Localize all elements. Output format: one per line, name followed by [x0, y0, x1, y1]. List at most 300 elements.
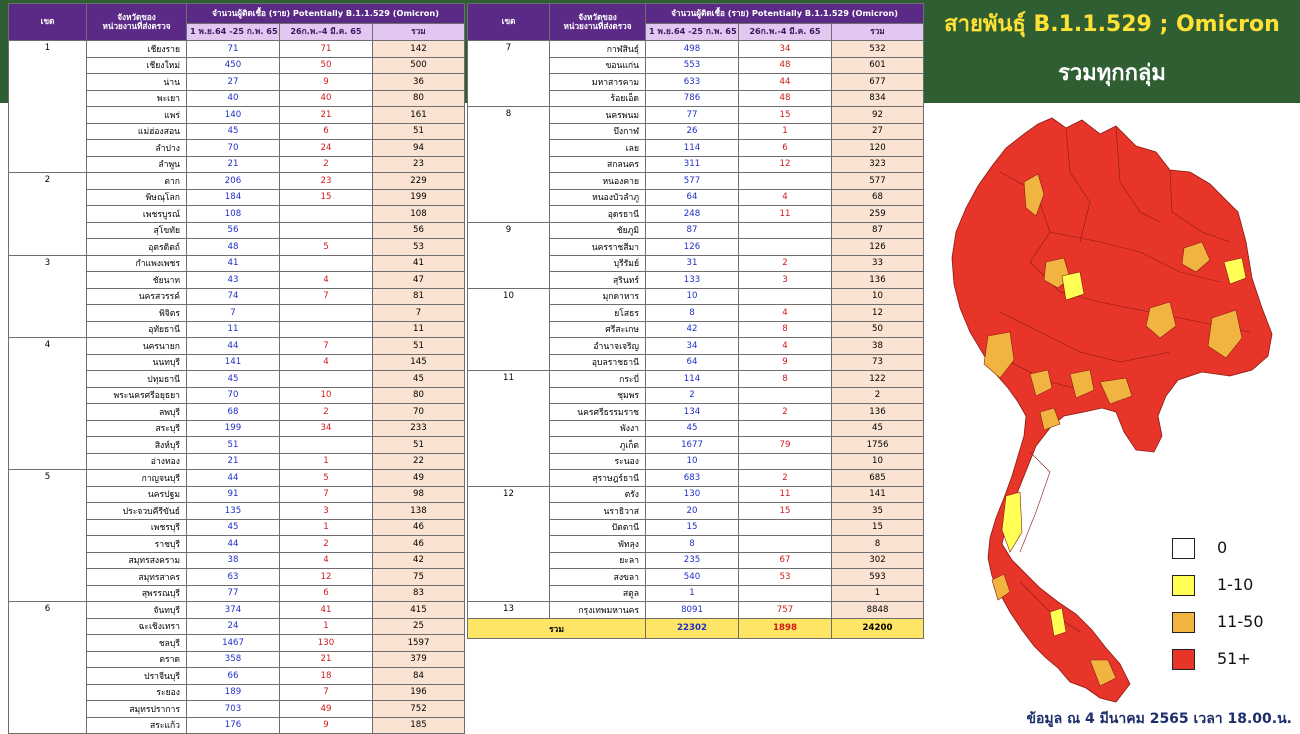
total-cell: 415: [373, 602, 465, 619]
period2-cell: 7: [280, 288, 373, 305]
period1-cell: 21: [187, 156, 280, 173]
total-cell: 22: [373, 453, 465, 470]
province-cell: เลย: [550, 140, 646, 157]
period1-cell: 63: [187, 569, 280, 586]
total-cell: 42: [373, 552, 465, 569]
total-cell: 142: [373, 41, 465, 58]
total-cell: 161: [373, 107, 465, 124]
infected-header: จำนวนผู้ติดเชื้อ (ราย) Potentially B.1.1.529 (Omicron): [187, 4, 465, 24]
province-cell: นครพนม: [550, 107, 646, 124]
period1-cell: 2: [646, 387, 739, 404]
total-cell: 25: [373, 618, 465, 635]
province-cell: ชัยภูมิ: [550, 222, 646, 239]
period1-cell: 176: [187, 717, 280, 734]
legend-item: [1172, 536, 1282, 573]
province-cell: ราชบุรี: [87, 536, 187, 553]
table-row: [468, 602, 924, 619]
period1-cell: 540: [646, 569, 739, 586]
province-cell: พะเยา: [87, 90, 187, 107]
total-cell: 98: [373, 486, 465, 503]
period1-cell: 235: [646, 552, 739, 569]
table-row: [468, 486, 924, 503]
province-cell: พิษณุโลก: [87, 189, 187, 206]
grand-total-value: 24200: [832, 618, 924, 638]
province-cell: ตราด: [87, 651, 187, 668]
province-cell: ยโสธร: [550, 305, 646, 322]
table-row: [468, 107, 924, 124]
period1-cell: 87: [646, 222, 739, 239]
table-row: [9, 470, 465, 487]
period2-cell: 24: [280, 140, 373, 157]
period1-cell: 184: [187, 189, 280, 206]
province-cell: ปัตตานี: [550, 519, 646, 536]
period2-cell: 5: [280, 239, 373, 256]
province-cell: พัทลุง: [550, 536, 646, 553]
total-cell: 601: [832, 57, 924, 74]
period2-cell: [739, 173, 832, 190]
total-cell: 379: [373, 651, 465, 668]
period2-cell: 50: [280, 57, 373, 74]
period1-cell: 48: [187, 239, 280, 256]
total-cell: 108: [373, 206, 465, 223]
legend-item: [1172, 610, 1282, 647]
period1-cell: 311: [646, 156, 739, 173]
province-cell: อ่างทอง: [87, 453, 187, 470]
province-cell: สุรินทร์: [550, 272, 646, 289]
period2-cell: [280, 321, 373, 338]
province-cell: เพชรบุรี: [87, 519, 187, 536]
legend-swatch: [1172, 612, 1195, 633]
page-subtitle: รวมทุกกลุ่ม: [1058, 61, 1166, 86]
period1-cell: 133: [646, 272, 739, 289]
period2-cell: 11: [739, 206, 832, 223]
period2-cell: 1: [280, 453, 373, 470]
total-cell: 7: [373, 305, 465, 322]
period1-cell: 56: [187, 222, 280, 239]
total-cell: 145: [373, 354, 465, 371]
total-cell: 126: [832, 239, 924, 256]
zone-cell: 5: [9, 470, 87, 602]
period2-cell: 9: [280, 74, 373, 91]
period2-cell: 2: [280, 156, 373, 173]
period2-cell: 2: [739, 470, 832, 487]
period2-cell: 2: [739, 255, 832, 272]
zone-header: เขต: [468, 4, 550, 41]
period2-cell: [739, 453, 832, 470]
period1-cell: 27: [187, 74, 280, 91]
province-cell: สุราษฎร์ธานี: [550, 470, 646, 487]
total-cell: 196: [373, 684, 465, 701]
period2-cell: 44: [739, 74, 832, 91]
period1-cell: 8: [646, 536, 739, 553]
legend-swatch: [1172, 538, 1195, 559]
province-cell: บุรีรัมย์: [550, 255, 646, 272]
period1-cell: 130: [646, 486, 739, 503]
period2-cell: 7: [280, 684, 373, 701]
total-cell: 49: [373, 470, 465, 487]
period2-cell: 48: [739, 57, 832, 74]
period1-cell: 141: [187, 354, 280, 371]
period1-cell: 199: [187, 420, 280, 437]
period2-cell: 8: [739, 321, 832, 338]
period2-cell: 9: [739, 354, 832, 371]
total-cell: 47: [373, 272, 465, 289]
total-cell: 141: [832, 486, 924, 503]
period1-cell: 10: [646, 453, 739, 470]
period1-cell: 108: [187, 206, 280, 223]
province-cell: นครราชสีมา: [550, 239, 646, 256]
omicron-table-left: [8, 3, 465, 734]
period1-cell: 683: [646, 470, 739, 487]
period2-cell: 34: [280, 420, 373, 437]
legend-swatch: [1172, 575, 1195, 596]
period1-cell: 51: [187, 437, 280, 454]
period2-cell: 12: [280, 569, 373, 586]
period1-cell: 189: [187, 684, 280, 701]
province-cell: ชุมพร: [550, 387, 646, 404]
table-row: [9, 602, 465, 619]
period1-cell: 64: [646, 189, 739, 206]
total-cell: 46: [373, 536, 465, 553]
province-cell: ภูเก็ต: [550, 437, 646, 454]
grand-total-period1: 22302: [646, 618, 739, 638]
legend-item: [1172, 573, 1282, 610]
period2-cell: 6: [280, 585, 373, 602]
period1-cell: 42: [646, 321, 739, 338]
total-cell: 323: [832, 156, 924, 173]
period2-cell: 2: [280, 404, 373, 421]
province-cell: ยะลา: [550, 552, 646, 569]
period1-cell: 66: [187, 668, 280, 685]
total-cell: 185: [373, 717, 465, 734]
province-cell: สุพรรณบุรี: [87, 585, 187, 602]
period2-cell: [739, 585, 832, 602]
total-cell: 80: [373, 90, 465, 107]
total-cell: 1756: [832, 437, 924, 454]
total-cell: 23: [373, 156, 465, 173]
period1-cell: 77: [187, 585, 280, 602]
period1-cell: 114: [646, 140, 739, 157]
period1-cell: 206: [187, 173, 280, 190]
province-cell: หนองคาย: [550, 173, 646, 190]
province-cell: ตรัง: [550, 486, 646, 503]
province-cell: ร้อยเอ็ด: [550, 90, 646, 107]
infected-header: จำนวนผู้ติดเชื้อ (ราย) Potentially B.1.1.529 (Omicron): [646, 4, 924, 24]
zone-cell: 4: [9, 338, 87, 470]
province-cell: ชลบุรี: [87, 635, 187, 652]
period2-cell: 4: [280, 552, 373, 569]
province-cell: ลพบุรี: [87, 404, 187, 421]
period2-cell: [739, 222, 832, 239]
period1-cell: 71: [187, 41, 280, 58]
period2-cell: 3: [280, 503, 373, 520]
province-cell: ฉะเชิงเทรา: [87, 618, 187, 635]
period2-cell: 757: [739, 602, 832, 619]
province-header: จังหวัดของ หน่วยงานที่ส่งตรวจ: [87, 4, 187, 41]
total-cell: 81: [373, 288, 465, 305]
period2-header: 26ก.พ.-4 มี.ค. 65: [280, 24, 373, 41]
period1-header: 1 พ.ย.64 -25 ก.พ. 65: [646, 24, 739, 41]
period1-cell: 10: [646, 288, 739, 305]
period2-cell: 48: [739, 90, 832, 107]
period2-cell: 4: [280, 354, 373, 371]
total-cell: 8: [832, 536, 924, 553]
province-cell: นนทบุรี: [87, 354, 187, 371]
total-cell: 51: [373, 437, 465, 454]
zone-cell: 8: [468, 107, 550, 223]
period2-cell: [280, 206, 373, 223]
period2-cell: [739, 536, 832, 553]
province-cell: หนองบัวลำภู: [550, 189, 646, 206]
province-cell: มหาสารคาม: [550, 74, 646, 91]
province-cell: ลำพูน: [87, 156, 187, 173]
period1-cell: 45: [187, 371, 280, 388]
province-cell: แพร่: [87, 107, 187, 124]
total-cell: 577: [832, 173, 924, 190]
province-cell: อุดรธานี: [550, 206, 646, 223]
grand-total-period2: 1898: [739, 618, 832, 638]
total-cell: 302: [832, 552, 924, 569]
period2-cell: 130: [280, 635, 373, 652]
total-cell: 8848: [832, 602, 924, 619]
province-cell: ขอนแก่น: [550, 57, 646, 74]
period2-cell: [280, 305, 373, 322]
province-cell: ปราจีนบุรี: [87, 668, 187, 685]
province-cell: น่าน: [87, 74, 187, 91]
period1-cell: 41: [187, 255, 280, 272]
period2-cell: 1: [280, 519, 373, 536]
period1-cell: 577: [646, 173, 739, 190]
total-cell: 51: [373, 338, 465, 355]
total-cell: 259: [832, 206, 924, 223]
period1-cell: 31: [646, 255, 739, 272]
period1-cell: 134: [646, 404, 739, 421]
period1-cell: 786: [646, 90, 739, 107]
total-header: รวม: [832, 24, 924, 41]
period1-cell: 20: [646, 503, 739, 520]
period2-cell: [280, 222, 373, 239]
zone-header: เขต: [9, 4, 87, 41]
table-row: [468, 41, 924, 58]
total-cell: 122: [832, 371, 924, 388]
total-cell: 199: [373, 189, 465, 206]
total-cell: 94: [373, 140, 465, 157]
province-cell: ลำปาง: [87, 140, 187, 157]
period2-cell: 7: [280, 338, 373, 355]
zone-cell: 9: [468, 222, 550, 288]
zone-cell: 7: [468, 41, 550, 107]
total-cell: 36: [373, 74, 465, 91]
province-cell: เชียงราย: [87, 41, 187, 58]
period1-cell: 44: [187, 338, 280, 355]
grand-total-label: รวม: [468, 618, 646, 638]
province-cell: ตาก: [87, 173, 187, 190]
total-cell: 75: [373, 569, 465, 586]
period2-cell: 71: [280, 41, 373, 58]
total-cell: 12: [832, 305, 924, 322]
period2-cell: 53: [739, 569, 832, 586]
period1-cell: 77: [646, 107, 739, 124]
zone-cell: 2: [9, 173, 87, 256]
period1-cell: 633: [646, 74, 739, 91]
period2-cell: [739, 387, 832, 404]
period1-cell: 68: [187, 404, 280, 421]
period1-cell: 21: [187, 453, 280, 470]
total-cell: 83: [373, 585, 465, 602]
period1-cell: 15: [646, 519, 739, 536]
total-cell: 51: [373, 123, 465, 140]
total-cell: 233: [373, 420, 465, 437]
table-row: [9, 41, 465, 58]
period2-cell: 67: [739, 552, 832, 569]
province-cell: นครศรีธรรมราช: [550, 404, 646, 421]
province-cell: สมุทรสงคราม: [87, 552, 187, 569]
province-cell: ระนอง: [550, 453, 646, 470]
total-cell: 87: [832, 222, 924, 239]
period2-cell: 34: [739, 41, 832, 58]
period2-cell: 2: [280, 536, 373, 553]
province-cell: นราธิวาส: [550, 503, 646, 520]
table-row: [9, 255, 465, 272]
period1-cell: 43: [187, 272, 280, 289]
period2-cell: 12: [739, 156, 832, 173]
province-cell: ชัยนาท: [87, 272, 187, 289]
total-cell: 56: [373, 222, 465, 239]
province-cell: สกลนคร: [550, 156, 646, 173]
total-cell: 229: [373, 173, 465, 190]
period2-cell: 4: [739, 338, 832, 355]
period2-cell: [280, 255, 373, 272]
period1-cell: 74: [187, 288, 280, 305]
province-cell: อุตรดิตถ์: [87, 239, 187, 256]
period1-cell: 26: [646, 123, 739, 140]
province-cell: กาฬสินธุ์: [550, 41, 646, 58]
period2-cell: [739, 239, 832, 256]
legend-item: [1172, 647, 1282, 684]
period2-cell: 15: [739, 107, 832, 124]
province-cell: นครนายก: [87, 338, 187, 355]
total-cell: 45: [832, 420, 924, 437]
period2-cell: 15: [739, 503, 832, 520]
province-cell: เพชรบูรณ์: [87, 206, 187, 223]
period1-cell: 11: [187, 321, 280, 338]
province-cell: มุกดาหาร: [550, 288, 646, 305]
period2-cell: 10: [280, 387, 373, 404]
period2-cell: 11: [739, 486, 832, 503]
legend-swatch: [1172, 649, 1195, 670]
omicron-table-right: [467, 3, 924, 639]
province-cell: บึงกาฬ: [550, 123, 646, 140]
period2-cell: 41: [280, 602, 373, 619]
table-row: [468, 371, 924, 388]
period1-cell: 44: [187, 470, 280, 487]
total-cell: 92: [832, 107, 924, 124]
province-cell: กำแพงเพชร: [87, 255, 187, 272]
total-cell: 53: [373, 239, 465, 256]
total-cell: 2: [832, 387, 924, 404]
province-cell: นครสวรรค์: [87, 288, 187, 305]
province-cell: อุทัยธานี: [87, 321, 187, 338]
period2-cell: [739, 519, 832, 536]
province-header: จังหวัดของ หน่วยงานที่ส่งตรวจ: [550, 4, 646, 41]
province-cell: พังงา: [550, 420, 646, 437]
period1-cell: 7: [187, 305, 280, 322]
total-cell: 136: [832, 404, 924, 421]
period2-cell: [739, 288, 832, 305]
period1-cell: 374: [187, 602, 280, 619]
period2-cell: 3: [739, 272, 832, 289]
period2-cell: 5: [280, 470, 373, 487]
province-cell: สมุทรสาคร: [87, 569, 187, 586]
period1-cell: 34: [646, 338, 739, 355]
period2-cell: [280, 371, 373, 388]
total-cell: 50: [832, 321, 924, 338]
total-cell: 84: [373, 668, 465, 685]
total-cell: 45: [373, 371, 465, 388]
period1-cell: 64: [646, 354, 739, 371]
province-cell: สระบุรี: [87, 420, 187, 437]
period1-cell: 70: [187, 140, 280, 157]
period2-cell: 4: [739, 189, 832, 206]
table-row: [9, 338, 465, 355]
period1-cell: 126: [646, 239, 739, 256]
total-header: รวม: [373, 24, 465, 41]
total-cell: 46: [373, 519, 465, 536]
zone-cell: 6: [9, 602, 87, 734]
total-cell: 138: [373, 503, 465, 520]
province-cell: สตูล: [550, 585, 646, 602]
period1-cell: 140: [187, 107, 280, 124]
total-cell: 38: [832, 338, 924, 355]
period2-cell: 6: [739, 140, 832, 157]
zone-cell: 1: [9, 41, 87, 173]
total-cell: 68: [832, 189, 924, 206]
province-cell: ศรีสะเกษ: [550, 321, 646, 338]
province-cell: แม่ฮ่องสอน: [87, 123, 187, 140]
data-timestamp: ข้อมูล ณ 4 มีนาคม 2565 เวลา 18.00.น.: [1026, 711, 1292, 727]
province-cell: พิจิตร: [87, 305, 187, 322]
period1-cell: 45: [187, 123, 280, 140]
period2-cell: 1: [739, 123, 832, 140]
period2-cell: 18: [280, 668, 373, 685]
period1-header: 1 พ.ย.64 -25 ก.พ. 65: [187, 24, 280, 41]
period2-cell: 40: [280, 90, 373, 107]
period2-cell: [739, 420, 832, 437]
period1-cell: 498: [646, 41, 739, 58]
period2-cell: [280, 437, 373, 454]
legend-label: 51+: [1217, 649, 1251, 668]
period1-cell: 40: [187, 90, 280, 107]
total-cell: 73: [832, 354, 924, 371]
province-cell: กรุงเทพมหานคร: [550, 602, 646, 619]
total-cell: 500: [373, 57, 465, 74]
period1-cell: 91: [187, 486, 280, 503]
period2-cell: 49: [280, 701, 373, 718]
period1-cell: 70: [187, 387, 280, 404]
period1-cell: 450: [187, 57, 280, 74]
period1-cell: 358: [187, 651, 280, 668]
period1-cell: 24: [187, 618, 280, 635]
province-cell: สิงห์บุรี: [87, 437, 187, 454]
zone-cell: 12: [468, 486, 550, 602]
total-cell: 11: [373, 321, 465, 338]
total-cell: 80: [373, 387, 465, 404]
total-cell: 1597: [373, 635, 465, 652]
total-cell: 27: [832, 123, 924, 140]
total-cell: 677: [832, 74, 924, 91]
table-row: [9, 173, 465, 190]
period1-cell: 1: [646, 585, 739, 602]
